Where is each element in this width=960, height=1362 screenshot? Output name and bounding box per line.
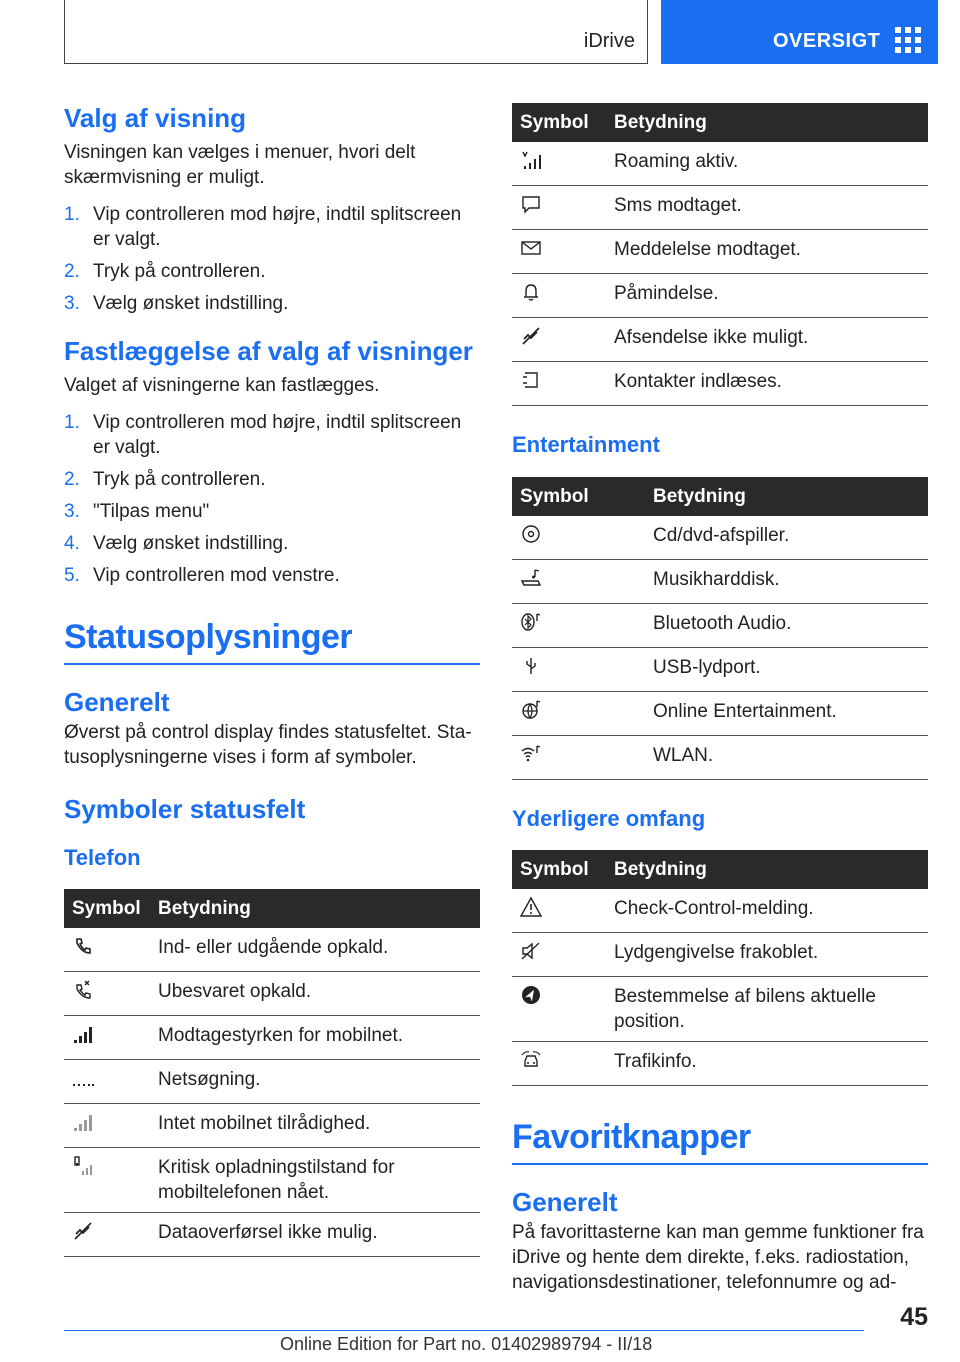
header-idrive-label: iDrive bbox=[583, 30, 635, 52]
table-cell: Sms modtaget. bbox=[606, 186, 928, 230]
phone-call-icon bbox=[72, 935, 94, 957]
table-cell: Trafikinfo. bbox=[606, 1042, 928, 1086]
no-data-icon bbox=[72, 1220, 94, 1242]
table-header-betydning: Betydning bbox=[606, 850, 928, 889]
table-header-symbol: Symbol bbox=[512, 103, 606, 142]
table-header-symbol: Symbol bbox=[512, 477, 645, 516]
table-row bbox=[512, 604, 928, 648]
page-number: 45 bbox=[900, 1303, 928, 1331]
valg-intro: Visningen kan vælges i menuer, hvori delt skærmvisning er muligt. bbox=[64, 142, 416, 188]
list-item: 4. Vælg ønsket indstilling. bbox=[64, 533, 289, 554]
table-cell: Modtagestyrken for mobilnet. bbox=[150, 1016, 480, 1060]
right-column bbox=[512, 103, 928, 1295]
table-row bbox=[512, 274, 928, 318]
entertainment-table bbox=[512, 477, 928, 780]
location-icon bbox=[520, 984, 542, 1006]
music-harddisk-icon bbox=[520, 567, 542, 589]
table-row bbox=[64, 928, 480, 972]
telefon-table bbox=[64, 889, 480, 1257]
footer-edition: Online Edition for Part no. 01402989794 - II/18 bbox=[280, 1334, 653, 1354]
table-cell: Musikharddisk. bbox=[645, 560, 928, 604]
cd-icon bbox=[520, 523, 542, 545]
table-header-symbol: Symbol bbox=[64, 889, 150, 928]
table-cell: Cd/dvd-afspiller. bbox=[645, 516, 928, 560]
fast-title: Fastlæggelse af valg af visninger bbox=[64, 336, 473, 366]
mail-icon bbox=[520, 237, 542, 259]
generelt-text: Øverst på control display findes statusfeltet. Statusoplysningerne vises i form af symboler. bbox=[64, 722, 472, 768]
table-row bbox=[512, 1042, 928, 1086]
table-row bbox=[512, 516, 928, 560]
fav-text: På favorittasterne kan man gemme funktioner fra iDrive og hente dem direkte, f.eks. radiostation, navigationsdestinationer, telefonnumre og ad- bbox=[512, 1222, 924, 1293]
mute-icon bbox=[520, 940, 542, 962]
telefon-title: Telefon bbox=[64, 845, 141, 870]
table-cell: Dataoverførsel ikke mulig. bbox=[150, 1213, 480, 1257]
left-column bbox=[64, 100, 480, 1257]
table-cell: Ubesvaret opkald. bbox=[150, 972, 480, 1016]
yderligere-title: Yderligere omfang bbox=[512, 806, 706, 831]
table-row bbox=[512, 736, 928, 780]
header-overview-tab[interactable] bbox=[661, 0, 938, 64]
table-cell: Intet mobilnet tilrådighed. bbox=[150, 1104, 480, 1148]
yderligere-table bbox=[512, 850, 928, 1086]
table-row bbox=[512, 933, 928, 977]
table-row bbox=[512, 318, 928, 362]
table-row bbox=[512, 560, 928, 604]
favorit-title: Favoritknapper bbox=[512, 1118, 928, 1165]
list-item: 5. Vip controlleren mod venstre. bbox=[64, 565, 340, 586]
header-overview-label: OVERSIGT bbox=[773, 30, 881, 52]
signal-strength-icon bbox=[72, 1023, 94, 1045]
table-cell: Online Entertainment. bbox=[645, 692, 928, 736]
table-cell: Roaming aktiv. bbox=[606, 142, 928, 186]
fast-intro: Valget af visningerne kan fastlægges. bbox=[64, 375, 380, 396]
telefon-table-continued bbox=[512, 103, 928, 406]
table-row bbox=[64, 1060, 480, 1104]
footer-divider bbox=[64, 1330, 864, 1331]
fast-steps bbox=[64, 410, 480, 588]
warning-triangle-icon bbox=[520, 896, 542, 918]
usb-icon bbox=[520, 655, 542, 677]
table-row bbox=[512, 692, 928, 736]
table-cell: USB-lydport. bbox=[645, 648, 928, 692]
bluetooth-audio-icon bbox=[520, 611, 542, 633]
table-cell: Bluetooth Audio. bbox=[645, 604, 928, 648]
fav-generelt-title: Generelt bbox=[512, 1187, 618, 1217]
table-row bbox=[64, 1104, 480, 1148]
traffic-info-icon bbox=[520, 1049, 542, 1071]
table-row bbox=[512, 889, 928, 933]
online-entertainment-icon bbox=[520, 699, 542, 721]
wlan-icon bbox=[520, 743, 542, 765]
table-row bbox=[512, 362, 928, 406]
table-header-betydning: Betydning bbox=[606, 103, 928, 142]
table-header-betydning: Betydning bbox=[645, 477, 928, 516]
list-item: 2. Tryk på controlleren. bbox=[64, 469, 266, 490]
table-header-betydning: Betydning bbox=[150, 889, 480, 928]
table-row bbox=[512, 977, 928, 1042]
table-cell: Bestemmelse af bilens aktuelle position. bbox=[606, 977, 928, 1042]
table-cell: Afsendelse ikke muligt. bbox=[606, 318, 928, 362]
table-row bbox=[64, 1148, 480, 1213]
battery-critical-icon bbox=[72, 1155, 94, 1177]
sms-icon bbox=[520, 193, 542, 215]
generelt-title: Generelt bbox=[64, 687, 170, 717]
table-row bbox=[512, 648, 928, 692]
table-cell: WLAN. bbox=[645, 736, 928, 780]
table-row bbox=[64, 1016, 480, 1060]
no-network-icon bbox=[72, 1111, 94, 1133]
table-cell: Kritisk opladningstilstand for mobiltelefonen nået. bbox=[150, 1148, 480, 1213]
list-item: 3. Vælg ønsket indstilling. bbox=[64, 293, 289, 314]
table-cell: Kontakter indlæses. bbox=[606, 362, 928, 406]
header-left-tab[interactable] bbox=[64, 0, 648, 64]
valg-title: Valg af visning bbox=[64, 103, 247, 133]
entertainment-title: Entertainment bbox=[512, 432, 660, 457]
send-disabled-icon bbox=[520, 325, 542, 347]
reminder-bell-icon bbox=[520, 281, 542, 303]
contacts-loading-icon bbox=[520, 369, 542, 391]
table-cell: Ind- eller udgående opkald. bbox=[150, 928, 480, 972]
grid-icon bbox=[895, 27, 921, 53]
table-row bbox=[64, 972, 480, 1016]
network-search-icon bbox=[72, 1067, 94, 1089]
table-header-symbol: Symbol bbox=[512, 850, 606, 889]
table-cell: Netsøgning. bbox=[150, 1060, 480, 1104]
table-cell: Check-Control-melding. bbox=[606, 889, 928, 933]
table-cell: Meddelelse modtaget. bbox=[606, 230, 928, 274]
valg-steps bbox=[64, 202, 480, 316]
list-item: 1. Vip controlleren mod højre, indtil splitscreen er valgt. bbox=[64, 412, 462, 458]
table-row bbox=[512, 142, 928, 186]
list-item: 3. "Tilpas menu" bbox=[64, 501, 210, 522]
table-row bbox=[512, 230, 928, 274]
table-row bbox=[64, 1213, 480, 1257]
status-title: Statusoplysninger bbox=[64, 618, 480, 665]
list-item: 2. Tryk på controlleren. bbox=[64, 261, 266, 282]
missed-call-icon bbox=[72, 979, 94, 1001]
table-row bbox=[512, 186, 928, 230]
table-cell: Lydgengivelse frakoblet. bbox=[606, 933, 928, 977]
list-item: 1. Vip controlleren mod højre, indtil splitscreen er valgt. bbox=[64, 204, 462, 250]
table-cell: Påmindelse. bbox=[606, 274, 928, 318]
roaming-icon bbox=[520, 149, 542, 171]
symboler-title: Symboler statusfelt bbox=[64, 794, 306, 824]
